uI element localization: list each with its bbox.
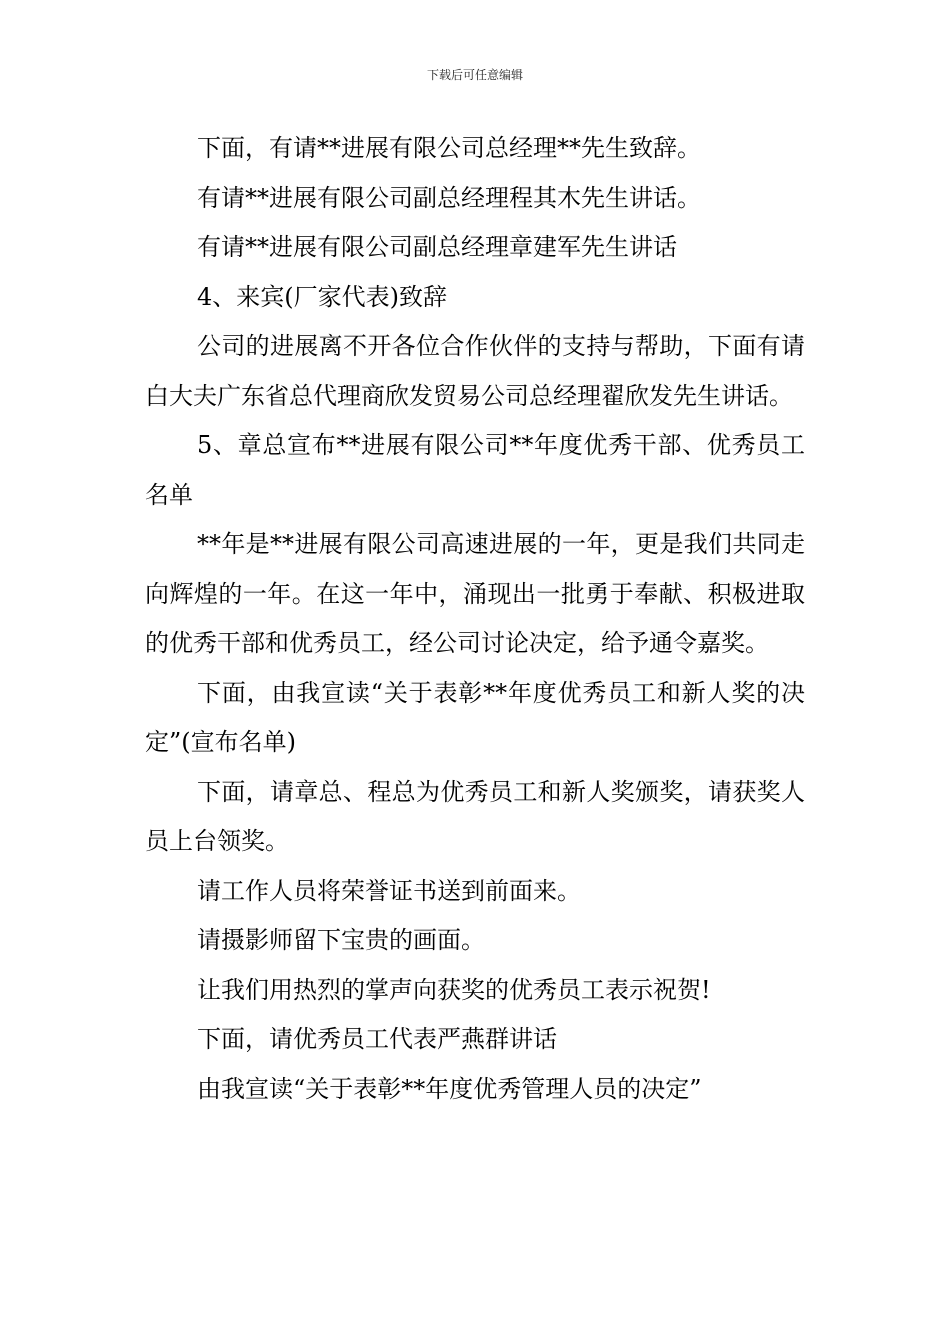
paragraph-7: **年是**进展有限公司高速进展的一年，更是我们共同走向辉煌的一年。在这一年中，涌现出一批勇于奉献、积极进取的优秀干部和优秀员工，经公司讨论决定，给予通令嘉奖。 xyxy=(145,530,805,657)
paragraph-8: 下面，由我宣读“关于表彰**年度优秀员工和新人奖的决定”(宣布名单) xyxy=(145,678,805,756)
paragraph-2: 有请**进展有限公司副总经理程其木先生讲话。 xyxy=(197,183,701,212)
paragraph-14: 由我宣读“关于表彰**年度优秀管理人员的决定” xyxy=(197,1074,702,1103)
paragraph-5: 公司的进展离不开各位合作伙伴的支持与帮助，下面有请白大夫广东省总代理商欣发贸易公司总经理翟欣发先生讲话。 xyxy=(145,332,805,410)
paragraph-1: 下面，有请**进展有限公司总经理**先生致辞。 xyxy=(197,134,701,162)
paragraph-10: 请工作人员将荣誉证书送到前面来。 xyxy=(197,876,581,905)
document-body xyxy=(145,124,805,1114)
page-header-note: 下载后可任意编辑 xyxy=(426,68,523,82)
paragraph-4: 4、来宾(厂家代表)致辞 xyxy=(197,282,447,311)
paragraph-3: 有请**进展有限公司副总经理章建军先生讲话 xyxy=(197,233,677,261)
paragraph-9: 下面，请章总、程总为优秀员工和新人奖颁奖，请获奖人员上台领奖。 xyxy=(145,777,805,855)
paragraph-11: 请摄影师留下宝贵的画面。 xyxy=(197,926,485,954)
paragraph-13: 下面，请优秀员工代表严燕群讲话 xyxy=(197,1025,557,1053)
paragraph-6: 5、章总宣布**进展有限公司**年度优秀干部、优秀员工名单 xyxy=(145,431,805,509)
paragraph-12: 让我们用热烈的掌声向获奖的优秀员工表示祝贺! xyxy=(197,975,711,1004)
